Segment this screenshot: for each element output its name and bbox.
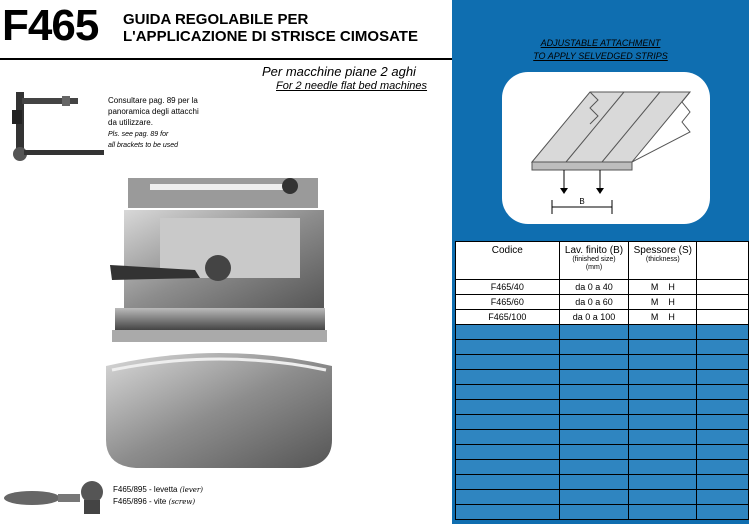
table-row	[456, 280, 749, 295]
accessory-screw	[113, 497, 195, 506]
cell-h: H	[668, 297, 675, 307]
header-finished-label: Lav. finito (B)	[564, 245, 624, 256]
cell-range: da 0 a 100	[559, 310, 629, 325]
cell-thickness	[629, 295, 697, 310]
product-title-line1: GUIDA REGOLABILE PER	[123, 11, 309, 28]
cell-thickness	[629, 310, 697, 325]
cell-m: M	[650, 282, 659, 292]
machine-type-it: Per macchine piane 2 aghi	[262, 64, 416, 79]
diagram-label-b: B	[579, 197, 585, 206]
cell-m: M	[650, 297, 659, 307]
accessory-screw-code: F465/896 - vite	[113, 497, 167, 506]
header-thickness	[629, 242, 697, 280]
header-thickness-en: (thickness)	[645, 256, 680, 263]
cell-thickness	[629, 280, 697, 295]
table-row-empty	[456, 370, 749, 385]
table-row-empty	[456, 400, 749, 415]
header-empty	[697, 242, 749, 280]
header-divider	[0, 58, 452, 60]
note-line-en: all brackets to be used	[108, 142, 179, 149]
table-row-empty	[456, 355, 749, 370]
bracket-photo	[2, 88, 108, 162]
table-row	[456, 310, 749, 325]
note-line-en: Pls. see pag. 89 for	[108, 131, 169, 138]
accessory-lever-en: (lever)	[179, 486, 204, 494]
accessories-photo	[2, 478, 110, 518]
table-row-empty	[456, 460, 749, 475]
note-line: Consultare pag. 89 per la	[108, 96, 198, 105]
accessory-lever	[113, 485, 203, 494]
header-code	[456, 242, 560, 280]
panel-title-line1: ADJUSTABLE ATTACHMENT	[540, 38, 661, 48]
table-row-empty	[456, 340, 749, 355]
note-line: panoramica degli attacchi	[108, 107, 199, 116]
header-finished-en: (finished size)	[572, 256, 616, 263]
cell-code: F465/40	[456, 280, 560, 295]
header-code-label: Codice	[491, 245, 523, 256]
cell-h: H	[668, 312, 675, 322]
table-row-empty	[456, 445, 749, 460]
cell-empty	[697, 295, 749, 310]
accessory-screw-en: (screw)	[168, 498, 196, 506]
cell-empty	[697, 310, 749, 325]
table-row-empty	[456, 385, 749, 400]
cell-range: da 0 a 60	[559, 295, 629, 310]
table-row-empty	[456, 415, 749, 430]
table-row-empty	[456, 505, 749, 520]
cell-code: F465/100	[456, 310, 560, 325]
cell-range: da 0 a 40	[559, 280, 629, 295]
table-row-empty	[456, 490, 749, 505]
note-line: da utilizzare.	[108, 118, 153, 127]
cell-h: H	[668, 282, 675, 292]
cell-m: M	[650, 312, 659, 322]
product-photo	[100, 170, 340, 470]
accessory-lever-code: F465/895 - levetta	[113, 485, 178, 494]
header-finished	[559, 242, 629, 280]
table-row	[456, 295, 749, 310]
table-header-row	[456, 242, 749, 280]
header-thickness-label: Spessore (S)	[633, 245, 692, 256]
header-finished-unit: (mm)	[585, 264, 603, 271]
panel-title-line2: TO APPLY SELVEDGED STRIPS	[533, 51, 668, 61]
spec-table	[455, 241, 749, 520]
selvedge-diagram	[502, 72, 710, 224]
cell-code: F465/60	[456, 295, 560, 310]
product-code: F465	[2, 1, 99, 50]
diagram-frame	[502, 72, 710, 224]
table-row-empty	[456, 430, 749, 445]
table-row-empty	[456, 325, 749, 340]
cell-empty	[697, 280, 749, 295]
machine-type-en: For 2 needle flat bed machines	[276, 80, 428, 92]
table-row-empty	[456, 475, 749, 490]
product-title-line2: L'APPLICAZIONE DI STRISCE CIMOSATE	[123, 28, 418, 45]
